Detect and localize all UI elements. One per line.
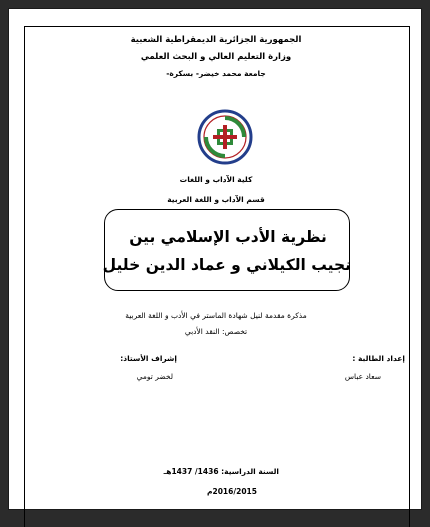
title-box bbox=[104, 209, 350, 291]
academic-year-hijri: السنة الدراسية: 1436/ 1437هـ bbox=[163, 467, 279, 476]
specialty: تخصص: النقد الأدبي bbox=[184, 327, 248, 336]
republic-name: الجمهورية الجزائرية الديمقراطية الشعبية bbox=[130, 35, 302, 45]
department-name: قسم الآداب و اللغة العربية bbox=[167, 195, 265, 204]
student-label: إعداد الطالبة : bbox=[352, 354, 405, 363]
supervisor-label: إشراف الأستاذ: bbox=[120, 354, 177, 363]
faculty-name: كلية الآداب و اللغات bbox=[179, 175, 253, 184]
ministry-name: وزارة التعليم العالي و البحث العلمي bbox=[140, 52, 292, 62]
university-name: جامعة محمد خيضر- بسكرة- bbox=[166, 69, 266, 78]
memo-description: مذكرة مقدمة لنيل شهادة الماستر في الأدب و اللغة العربية bbox=[125, 311, 307, 320]
thesis-title-line2: نجيب الكيلاني و عماد الدين خليل bbox=[102, 256, 351, 274]
thesis-title-line1: نظرية الأدب الإسلامي بين bbox=[129, 228, 327, 246]
university-logo bbox=[197, 109, 253, 165]
supervisor-name: لخضر تومي bbox=[136, 372, 173, 381]
academic-year-gregorian: 2016/2015م bbox=[207, 487, 257, 496]
student-name: سعاد عباس bbox=[344, 372, 381, 381]
document-page bbox=[8, 8, 422, 510]
